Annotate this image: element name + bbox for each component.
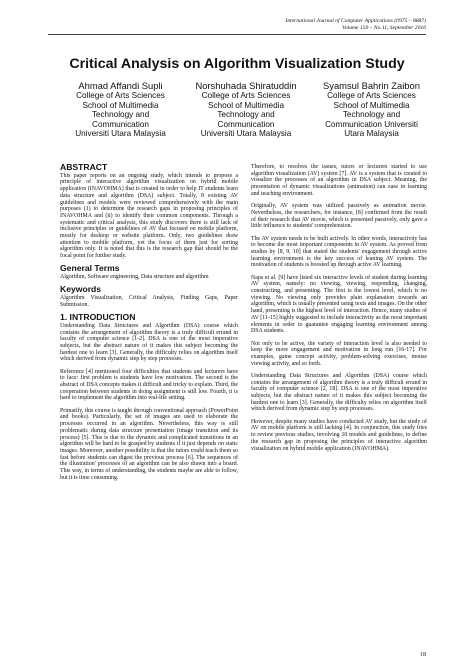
author-affiliation: College of Arts Sciences <box>327 91 416 101</box>
author-affiliation: Technology and <box>217 110 275 120</box>
author-affiliation: Universiti Utara Malaysia <box>200 129 292 139</box>
keywords-heading: Keywords <box>60 284 102 295</box>
journal-name: International Journal of Computer Applications (0975 – 8887) <box>285 18 426 24</box>
author-affiliation: Communication Universiti <box>325 119 418 129</box>
left-column <box>60 162 238 487</box>
paragraph: Primarily, this course is taught through conventional approach (PowerPoint and books). Particularly, the set of images are used to elaborate the processes occurred in an algorithm. Nevertheless, this way is still problematic during data structure presentation (image transition and its process) [5]. This is due to the dynamic and complicated transitions in an algorithm will be hard to be grasped by students if it just depends on static images. Moreover, another possibility is that the tutors could teach them so fast before students can digest the previous process [6]. The sequences of the illustration' processes of an algorithm can be also drawn into a board. This way, in terms of understanding, the students maybe are able to follow, but it is time consuming. <box>60 407 238 481</box>
author-name: Norshuhada Shiratuddin <box>195 80 297 91</box>
paragraph: Reference [4] mentioned four difficulties that students and lecturers have to face: first problem is students have low motivation. The second is the abstract of DSA concepts makes it difficult and tricky to explain. Third, the cooperation between students in doing assignment is still low. Fourth, it is hard to implement the algorithm into real-life setting. <box>60 368 238 402</box>
abstract-text: This paper reports on an ongoing study, which intends to propose a principle of interactive algorithm visualization on hybrid mobile application (INAVOHMA) that is created in order to help IT students learn data structure and algorithm (DSA) subject. Totally, 8 existing AV guidelines and models were reviewed comprehensively with the main purposes (1) to determine the research gaps in proposing principles of INAVOHMA and (ii) to identify their common components. Through a systematic and critical analysis, this study discovers there is still lack of inclusive principles or guidelines of AV that focused on mobile platform, mostly for desktop or website platform. Only, two guidelines draw attention to mobile platform, yet the focus of them just for sorting algorithm only. It is noted that this is the research gap that should be the focal point for further study. <box>60 172 238 260</box>
author-affiliation: School of Multimedia <box>208 100 284 110</box>
author-affiliation: School of Multimedia <box>82 100 159 110</box>
general-terms-text: Algorithm, Software engineering, Data structure and algorithm <box>60 274 209 281</box>
author-name: Ahmad Affandi Supli <box>78 80 163 91</box>
paragraph: Naps et al. [9] have listed six interactive levels of student during learning AV system, namely: no viewing, viewing, responding, changing, constructing, and presenting. The first is the lowest level, which is no viewing. No viewing only provides plain explanation towards an algorithm, which is usually presented using texts and images. On the other hand, presenting is the highest level of interaction. Hence, many studies of AV [11-15] highly suggested to include interactivity as the most important elements in order to guarantee engaging learning environment among DSA students. <box>251 274 427 335</box>
general-terms-heading: General Terms <box>60 263 120 274</box>
paragraph: Not only to be active, the variety of interaction level is also needed to keep the more engagement and motivation in long run [16-17]. For examples, game concept activity, problem-solving exercises, mouse viewing activity, and so forth. <box>251 340 427 367</box>
author-name: Syamsul Bahrin Zaibon <box>323 80 420 91</box>
paragraph: Originally, AV system was utilized passively as animation movie. Nevertheless, the researchers, for instance, [8] confirmed from the result of their research that AV movie, which is presented passively, only gave a little influence to students' comprehension. <box>251 203 427 230</box>
paragraph: Therefore, to resolves the issues, tutors or lecturers started to use algorithm visualization (AV) system [7]. AV is a system that is created to visualize the processes of an algorithm in DSA subject. Meaning, the presentation of dynamic visualizations (animation) can ease in learning and teaching environment. <box>251 164 427 197</box>
author-affiliation: Communication <box>217 119 275 129</box>
journal-header <box>285 18 426 32</box>
page-number: 18 <box>420 652 426 658</box>
author-affiliation: College of Arts Sciences <box>76 91 165 101</box>
keywords-text: Algorithm Visualization, Critical Analysis, Finding Gaps, Paper Submission. <box>60 295 238 308</box>
author-block <box>58 81 434 138</box>
author-affiliation: Utara Malaysia <box>344 129 399 139</box>
author-affiliation: Universiti Utara Malaysia <box>75 129 166 139</box>
header-rule <box>48 34 426 35</box>
right-column <box>251 164 427 458</box>
introduction-heading: 1. INTRODUCTION <box>60 312 136 323</box>
abstract-heading: ABSTRACT <box>60 162 108 172</box>
author-2 <box>184 81 309 138</box>
paragraph: The AV system needs to be built actively. In other words, interactivity has to become the most important components in AV system. As proved from studies by [8, 9, 10] that stated the students' engagement through active learning environment is the key success of leaning AV system. The motivation of students is boosted up through active AV learning. <box>251 235 427 269</box>
paragraph: Understanding Data Structures and Algorithm (DSA) course which contains the arrangement of algorithm theory is a truly difficult errand in faculty of computer science [2, 18]. DSA is one of the most imperative subjects, but the abstract nature of it makes this subject becoming the hardest one to learn [3]. Generally, the difficulty relies on algorithm itself which derived from dynamic step by step processes. <box>251 372 427 413</box>
paragraph: Understanding Data Structures and Algorithm (DSA) course which contains the arrangement of algorithm theory is a truly difficult errand in faculty of computer science [1-2]. DSA is one of the most imperative subjects, but the abstract nature of it makes this subject becoming the hardest one to learn [3]. Generally, the difficulty relies on algorithm itself which derived from dynamic step by step processes. <box>60 322 238 363</box>
author-affiliation: Technology and <box>91 110 150 120</box>
author-affiliation: College of Arts Sciences <box>201 91 291 101</box>
author-affiliation: Technology and <box>342 110 401 120</box>
author-affiliation: Communication <box>92 119 149 129</box>
author-3 <box>309 81 434 138</box>
paper-title: Critical Analysis on Algorithm Visualization Study <box>69 56 405 72</box>
author-1 <box>58 81 183 138</box>
paragraph: However, despite many studies have conducted AV study, but the study of AV on mobile platform is still lacking [4]. In conjunction, this study tries to review previous studies, involving 10 models and guidelines, to define the research gap in proposing the principles of interactive algorithm visualization on hybrid mobile application (INAVOHMA). <box>251 418 427 452</box>
journal-volume: Volume 150 – No.11, September 2016 <box>342 25 426 31</box>
author-affiliation: School of Multimedia <box>333 100 410 110</box>
